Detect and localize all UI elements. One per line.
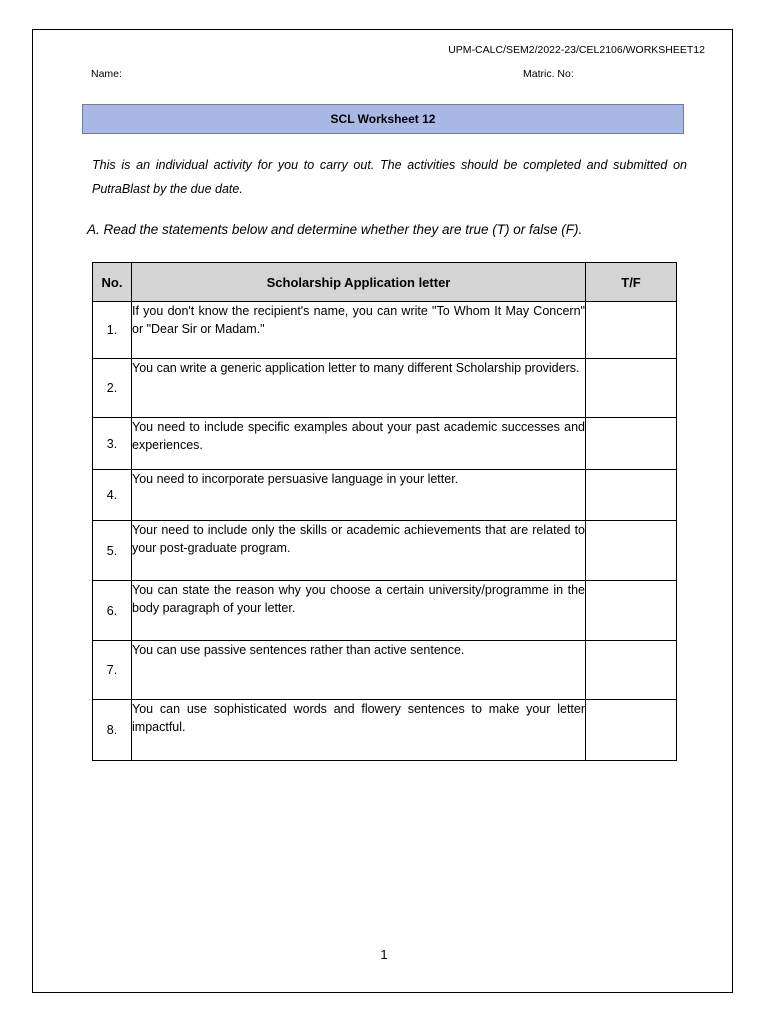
table-row — [93, 700, 677, 761]
table-row — [93, 418, 677, 470]
statement-text: You need to incorporate persuasive language in your letter. — [132, 470, 586, 521]
matric-number-label: Matric. No: — [523, 68, 574, 80]
statement-text: You can use passive sentences rather than active sentence. — [132, 641, 586, 700]
name-label: Name: — [91, 68, 122, 80]
statement-text: You can state the reason why you choose a certain university/programme in the body paragraph of your letter. — [132, 581, 586, 641]
row-number: 1. — [93, 302, 132, 359]
statement-text: You can use sophisticated words and flowery sentences to make your letter impactful. — [132, 700, 586, 761]
section-a-instruction: A. Read the statements below and determine whether they are true (T) or false (F). — [87, 222, 583, 237]
table-header-row — [93, 263, 677, 302]
intro-paragraph: This is an individual activity for you to carry out. The activities should be completed and submitted on PutraBlast by the due date. — [92, 158, 687, 196]
row-number: 8. — [93, 700, 132, 761]
worksheet-title: SCL Worksheet 12 — [82, 104, 684, 134]
column-header-tf: T/F — [586, 263, 677, 302]
tf-answer-cell[interactable] — [586, 359, 677, 418]
tf-answer-cell[interactable] — [586, 641, 677, 700]
table-row — [93, 641, 677, 700]
page-number: 1 — [380, 947, 388, 962]
statement-text: Your need to include only the skills or academic achievements that are related to your post-graduate program. — [132, 521, 586, 581]
table-row — [93, 359, 677, 418]
document-code: UPM-CALC/SEM2/2022-23/CEL2106/WORKSHEET12 — [448, 44, 705, 56]
row-number: 7. — [93, 641, 132, 700]
table-row — [93, 470, 677, 521]
table-row — [93, 302, 677, 359]
tf-answer-cell[interactable] — [586, 470, 677, 521]
row-number: 6. — [93, 581, 132, 641]
column-header-statement: Scholarship Application letter — [132, 263, 586, 302]
row-number: 2. — [93, 359, 132, 418]
row-number: 4. — [93, 470, 132, 521]
tf-answer-cell[interactable] — [586, 521, 677, 581]
tf-answer-cell[interactable] — [586, 581, 677, 641]
tf-answer-cell[interactable] — [586, 700, 677, 761]
statement-text: If you don't know the recipient's name, you can write "To Whom It May Concern" or "Dear Sir or Madam." — [132, 302, 586, 359]
row-number: 3. — [93, 418, 132, 470]
tf-answer-cell[interactable] — [586, 418, 677, 470]
column-header-no: No. — [93, 263, 132, 302]
tf-answer-cell[interactable] — [586, 302, 677, 359]
table-row — [93, 581, 677, 641]
statements-table — [92, 262, 677, 761]
row-number: 5. — [93, 521, 132, 581]
table-row — [93, 521, 677, 581]
statement-text: You can write a generic application letter to many different Scholarship providers. — [132, 359, 586, 418]
statement-text: You need to include specific examples about your past academic successes and experiences. — [132, 418, 586, 470]
